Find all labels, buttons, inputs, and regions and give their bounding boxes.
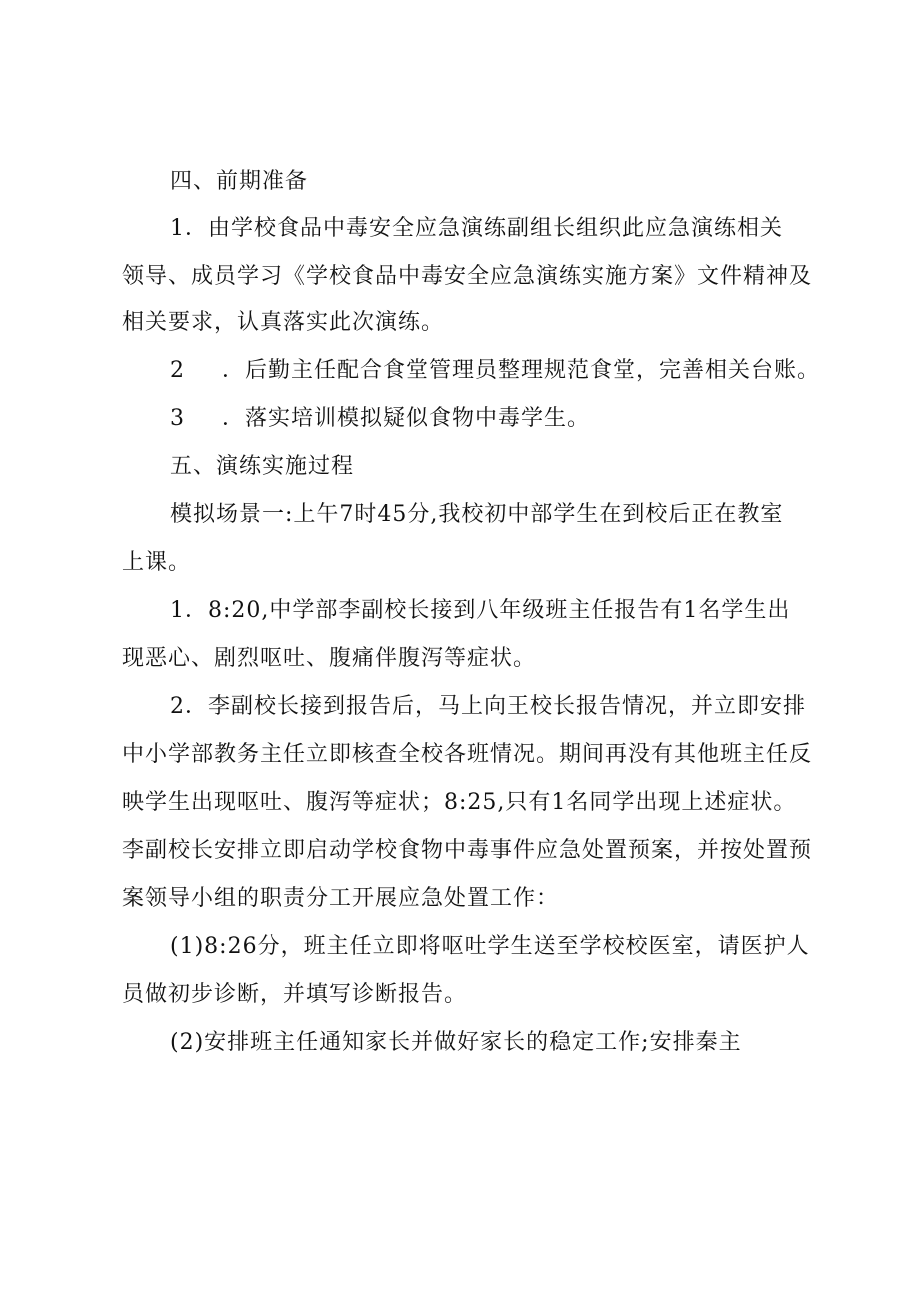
paragraph-line: 员做初步诊断，并填写诊断报告。 bbox=[122, 982, 468, 1007]
paragraph-line: 映学生出现呕吐、腹泻等症状；8:25,只有1名同学出现上述症状。 bbox=[122, 790, 797, 815]
paragraph-line: ．落实培训模拟疑似食物中毒学生。 bbox=[222, 406, 591, 431]
paragraph-line: 模拟场景一:上午7时45分,我校初中部学生在到校后正在教室 bbox=[170, 502, 784, 527]
paragraph-line: 案领导小组的职责分工开展应急处置工作： bbox=[122, 886, 560, 911]
paragraph-line: 相关要求，认真落实此次演练。 bbox=[122, 310, 445, 335]
section-heading: 四、前期准备 bbox=[170, 169, 309, 194]
paragraph-line: 上课。 bbox=[122, 550, 192, 575]
list-number: 3 bbox=[170, 406, 184, 431]
paragraph-line: 中小学部教务主任立即核查全校各班情况。期间再没有其他班主任反 bbox=[122, 742, 813, 767]
paragraph-line: 1．由学校食品中毒安全应急演练副组长组织此应急演练相关 bbox=[170, 216, 783, 241]
paragraph-line: 2．李副校长接到报告后，马上向王校长报告情况，并立即安排 bbox=[170, 694, 806, 719]
paragraph-line: 领导、成员学习《学校食品中毒安全应急演练实施方案》文件精神及 bbox=[122, 264, 813, 289]
section-heading: 五、演练实施过程 bbox=[170, 454, 355, 479]
paragraph-line: 现恶心、剧烈呕吐、腹痛伴腹泻等症状。 bbox=[122, 646, 537, 671]
paragraph-line: (1)8:26分，班主任立即将呕吐学生送至学校校医室，请医护人 bbox=[170, 934, 810, 959]
list-number: 2 bbox=[170, 358, 184, 383]
paragraph-line: (2)安排班主任通知家长并做好家长的稳定工作;安排秦主 bbox=[170, 1030, 742, 1055]
paragraph-line: ．后勤主任配合食堂管理员整理规范食堂，完善相关台账。 bbox=[222, 358, 821, 383]
paragraph-line: 1．8:20,中学部李副校长接到八年级班主任报告有1名学生出 bbox=[170, 598, 791, 623]
paragraph-line: 李副校长安排立即启动学校食物中毒事件应急处置预案，并按处置预 bbox=[122, 838, 813, 863]
